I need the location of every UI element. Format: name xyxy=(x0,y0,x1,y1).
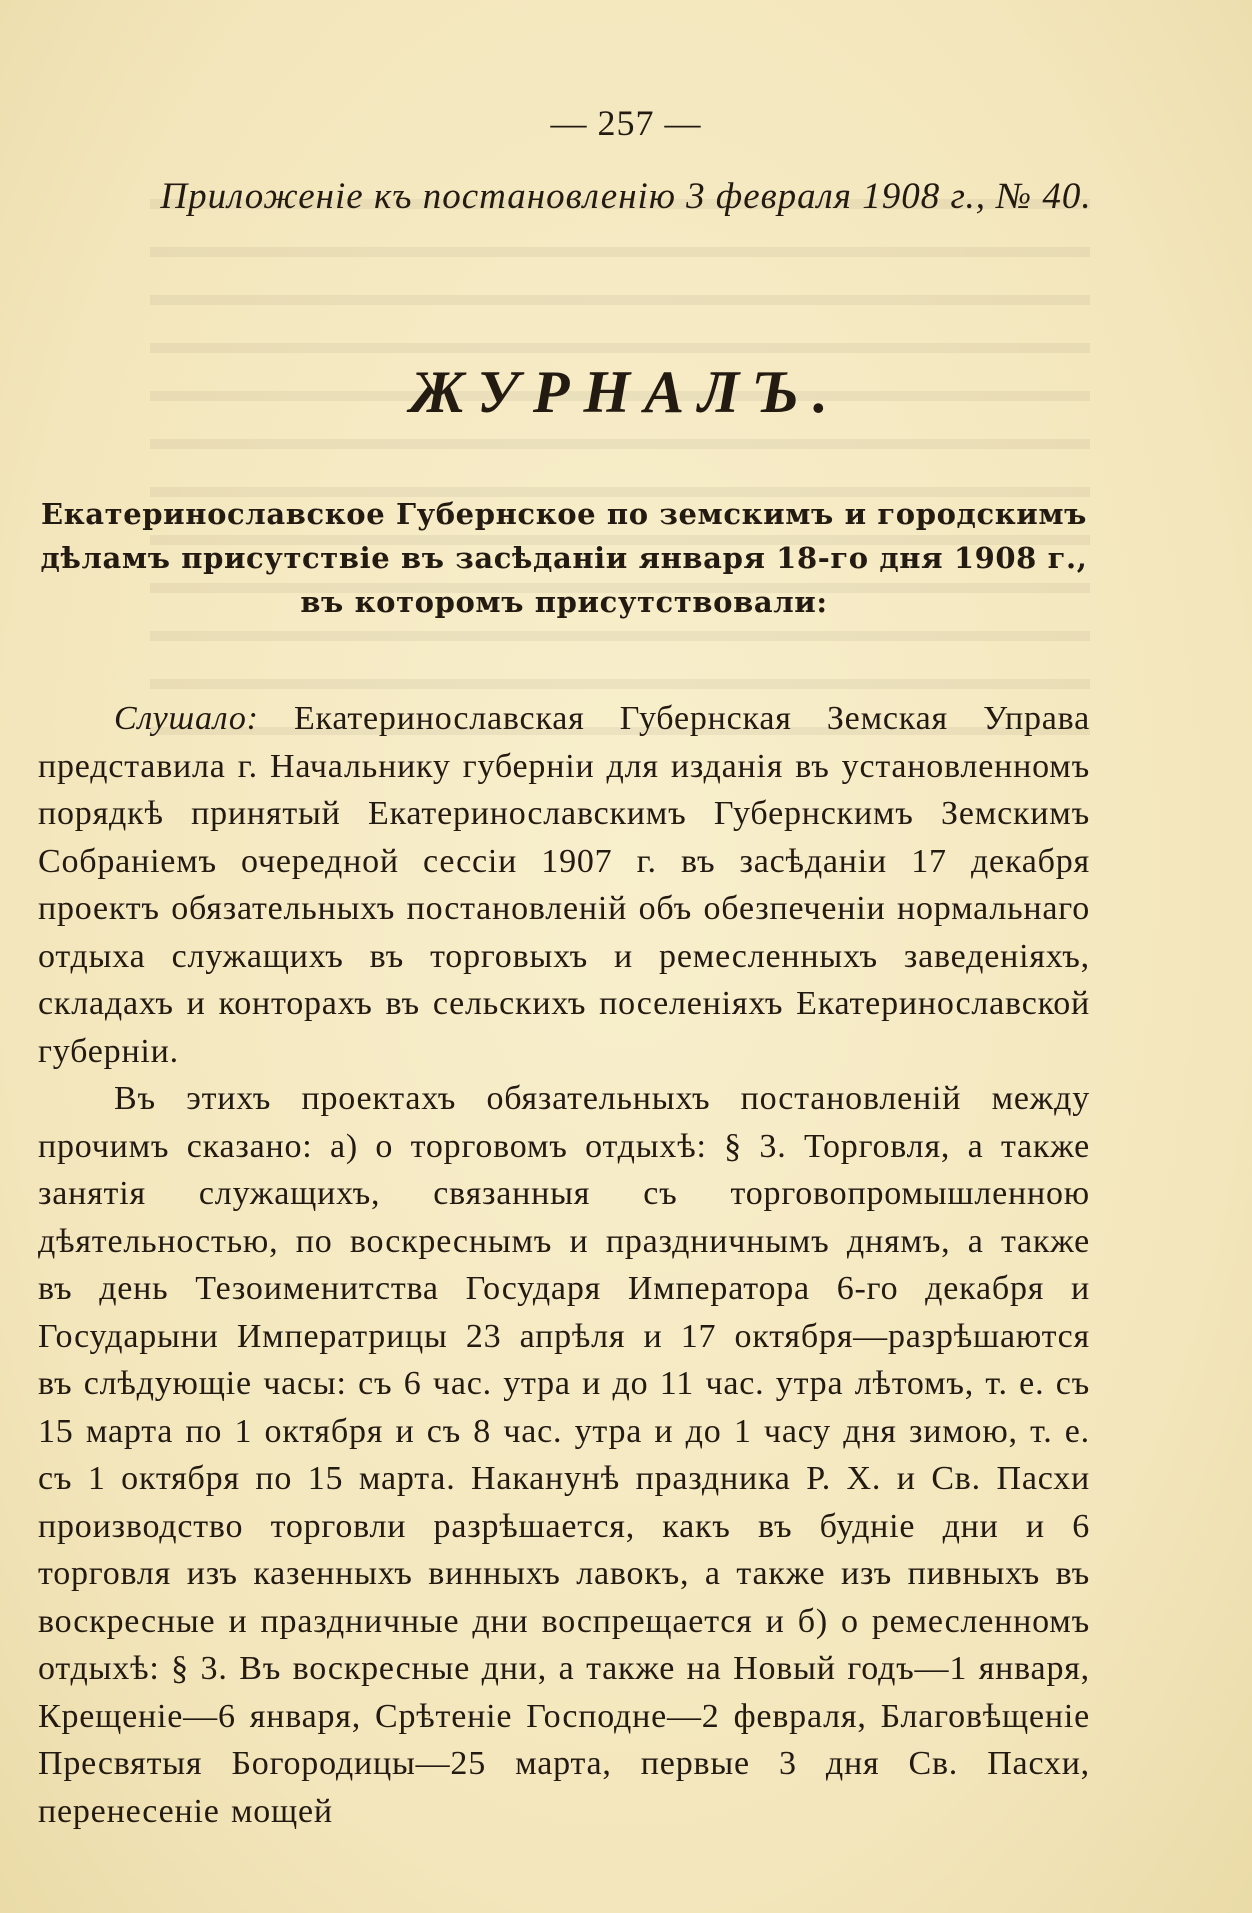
paragraph-2: Въ этихъ проектахъ обязательныхъ постановленій между прочимъ сказано: а) о торговомъ отдыхѣ: § 3. Торговля, а также занятія служащихъ, связанныя съ торговопромышленною дѣятельностью, по воскреснымъ и праздничнымъ днямъ, а также въ день Тезоименитства Государя Императора 6-го декабря и Государыни Императрицы 23 апрѣля и 17 октября—разрѣшаются въ слѣдующіе часы: съ 6 час. утра и до 11 час. утра лѣтомъ, т. е. съ 15 марта по 1 октября и съ 8 час. утра и до 1 часу дня зимою, т. е. съ 1 октября по 15 марта. Наканунѣ праздника Р. Х. и Св. Пасхи производство торговли разрѣшается, какъ въ будніе дни и 6 торговля изъ казенныхъ винныхъ лавокъ, а также изъ пивныхъ въ воскресные и праздничные дни воспрещается и б) о ремесленномъ отдыхѣ: § 3. Въ воскресные дни, а также на Новый годъ—1 января, Крещеніе—6 января, Срѣтеніе Господне—2 февраля, Благовѣщеніе Пресвятыя Богородицы—25 марта, первые 3 дня Св. Пасхи, перенесеніе мощей xyxy=(38,1080,1090,1830)
appendix-reference: Приложеніе къ постановленію 3 февраля 1908 г., № 40. xyxy=(160,176,1092,217)
page-number: — 257 — xyxy=(550,103,702,143)
journal-title: ЖУРНАЛЪ. xyxy=(410,359,842,425)
paragraph-1-lead: Слушало: xyxy=(114,700,259,737)
session-heading: Екатеринославское Губернское по земскимъ и городскимъ дѣламъ присутствіе въ засѣданіи января 18-го дня 1908 г., въ которомъ присутствовали: xyxy=(40,497,1088,619)
paragraph-1 xyxy=(38,695,1090,1075)
body-text xyxy=(38,695,1090,1835)
bleed-through-texture xyxy=(150,175,1090,735)
paragraph-1-text: Екатеринославская Губернская Земская Управа представила г. Начальнику губерніи для изданія въ установленномъ порядкѣ принятый Екатеринославскимъ Губернскимъ Земскимъ Собраніемъ очередной сессіи 1907 г. въ засѣданіи 17 декабря проектъ обязательныхъ постановленій объ обезпеченіи нормальнаго отдыха служащихъ въ торговыхъ и ремесленныхъ заведеніяхъ, складахъ и конторахъ въ сельскихъ поселеніяхъ Екатеринославской губерніи. xyxy=(38,700,1090,1070)
